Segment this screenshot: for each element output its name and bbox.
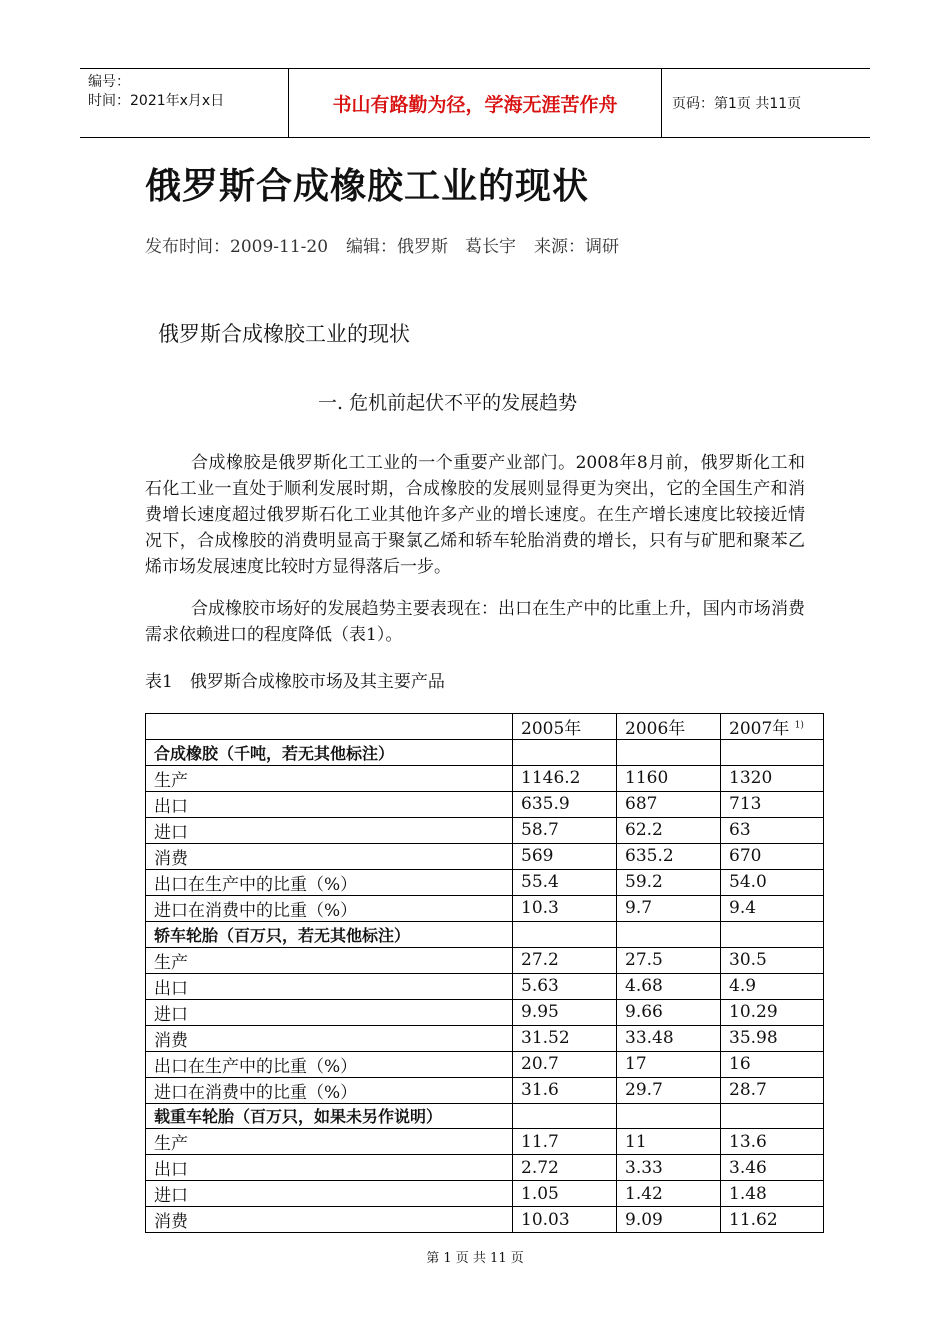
- value-cell: 1160: [617, 765, 721, 791]
- value-cell: 569: [513, 843, 617, 869]
- header-cell: [721, 714, 824, 740]
- value-cell: 3.33: [617, 1155, 721, 1181]
- value-cell: [617, 1103, 721, 1129]
- row-label-cell: 出口: [146, 973, 513, 999]
- page-info: 页码：第1页 共11页: [672, 96, 802, 112]
- value-cell: 9.66: [617, 999, 721, 1025]
- value-cell: [617, 921, 721, 947]
- table-row: [146, 1025, 824, 1051]
- value-cell: [513, 921, 617, 947]
- source: 来源：调研: [534, 237, 620, 257]
- group-heading-cell: 轿车轮胎（百万只，若无其他标注）: [146, 921, 513, 947]
- row-label-cell: 消费: [146, 843, 513, 869]
- value-cell: 31.6: [513, 1077, 617, 1103]
- row-label-cell: 生产: [146, 1129, 513, 1155]
- table-header-row: [146, 714, 824, 740]
- value-cell: 10.29: [721, 999, 824, 1025]
- value-cell: 13.6: [721, 1129, 824, 1155]
- value-cell: 11.7: [513, 1129, 617, 1155]
- value-cell: 1.48: [721, 1181, 824, 1207]
- table-row: [146, 1077, 824, 1103]
- row-label-cell: 出口: [146, 1155, 513, 1181]
- value-cell: 29.7: [617, 1077, 721, 1103]
- value-cell: 16: [721, 1051, 824, 1077]
- value-cell: 10.3: [513, 895, 617, 921]
- article-title: 俄罗斯合成橡胶工业的现状: [145, 166, 590, 207]
- table-row: [146, 843, 824, 869]
- value-cell: 11: [617, 1129, 721, 1155]
- paragraph-1: 合成橡胶是俄罗斯化工工业的一个重要产业部门。2008年8月前，俄罗斯化工和石化工业一直处于顺利发展时期，合成橡胶的发展则显得更为突出，它的全国生产和消费增长速度超过俄罗斯石化工业其他许多产业的增长速度。在生产增长速度比较接近情况下，合成橡胶的消费明显高于聚氯乙烯和轿车轮胎消费的增长，只有与矿肥和聚苯乙烯市场发展速度比较时方显得落后一步。: [145, 453, 805, 577]
- row-label-cell: 进口: [146, 817, 513, 843]
- table-row: [146, 1155, 824, 1181]
- value-cell: 1.42: [617, 1181, 721, 1207]
- table-row: [146, 921, 824, 947]
- editor: 编辑：俄罗斯 葛长宇: [346, 237, 517, 257]
- table-row: [146, 869, 824, 895]
- table-row: [146, 1129, 824, 1155]
- number-label: 编号：: [88, 74, 130, 90]
- value-cell: 30.5: [721, 947, 824, 973]
- section-heading: 一. 危机前起伏不平的发展趋势: [318, 392, 578, 414]
- table-row: [146, 947, 824, 973]
- value-cell: 1146.2: [513, 765, 617, 791]
- value-cell: 635.9: [513, 791, 617, 817]
- row-label-cell: 消费: [146, 1025, 513, 1051]
- row-label-cell: 出口: [146, 791, 513, 817]
- value-cell: 713: [721, 791, 824, 817]
- value-cell: 11.62: [721, 1207, 824, 1233]
- row-label-cell: 消费: [146, 1207, 513, 1233]
- table-row: [146, 740, 824, 766]
- table-row: [146, 999, 824, 1025]
- publish-time: 发布时间：2009-11-20: [145, 237, 329, 257]
- page-footer: 第 1 页 共 11 页: [426, 1251, 524, 1266]
- header-cell: [146, 714, 513, 740]
- value-cell: 27.5: [617, 947, 721, 973]
- value-cell: 635.2: [617, 843, 721, 869]
- value-cell: [721, 740, 824, 766]
- value-cell: 17: [617, 1051, 721, 1077]
- table-row: [146, 895, 824, 921]
- value-cell: 54.0: [721, 869, 824, 895]
- row-label-cell: 进口: [146, 999, 513, 1025]
- table-row: [146, 765, 824, 791]
- header-cell: 2005年: [513, 714, 617, 740]
- row-label-cell: 进口在消费中的比重（%）: [146, 1077, 513, 1103]
- value-cell: 31.52: [513, 1025, 617, 1051]
- table-row: [146, 1181, 824, 1207]
- header-cell: 2006年: [617, 714, 721, 740]
- value-cell: 9.4: [721, 895, 824, 921]
- value-cell: 1.05: [513, 1181, 617, 1207]
- table-caption: 表1 俄罗斯合成橡胶市场及其主要产品: [145, 672, 445, 692]
- table-row: [146, 1103, 824, 1129]
- table-row: [146, 973, 824, 999]
- row-label-cell: 生产: [146, 765, 513, 791]
- value-cell: 9.95: [513, 999, 617, 1025]
- data-table-body: [146, 714, 824, 1233]
- header-cell-text: 2007年: [729, 719, 790, 739]
- paragraph-2: 合成橡胶市场好的发展趋势主要表现在：出口在生产中的比重上升，国内市场消费需求依赖进口的程度降低（表1）。: [145, 599, 805, 645]
- table-row: [146, 1207, 824, 1233]
- value-cell: 3.46: [721, 1155, 824, 1181]
- header-left-cell: [80, 69, 288, 137]
- value-cell: [721, 1103, 824, 1129]
- value-cell: 35.98: [721, 1025, 824, 1051]
- value-cell: [513, 740, 617, 766]
- value-cell: 33.48: [617, 1025, 721, 1051]
- row-label-cell: 出口在生产中的比重（%）: [146, 1051, 513, 1077]
- value-cell: 58.7: [513, 817, 617, 843]
- data-table: [145, 713, 824, 1233]
- value-cell: [513, 1103, 617, 1129]
- group-heading-cell: 载重车轮胎（百万只，如果未另作说明）: [146, 1103, 513, 1129]
- value-cell: 27.2: [513, 947, 617, 973]
- value-cell: 63: [721, 817, 824, 843]
- table-row: [146, 1051, 824, 1077]
- value-cell: 5.63: [513, 973, 617, 999]
- table-row: [146, 817, 824, 843]
- row-label-cell: 进口: [146, 1181, 513, 1207]
- value-cell: 59.2: [617, 869, 721, 895]
- value-cell: 687: [617, 791, 721, 817]
- value-cell: 9.7: [617, 895, 721, 921]
- table-row: [146, 791, 824, 817]
- group-heading-cell: 合成橡胶（千吨，若无其他标注）: [146, 740, 513, 766]
- row-label-cell: 进口在消费中的比重（%）: [146, 895, 513, 921]
- document-header: [80, 68, 870, 138]
- value-cell: 28.7: [721, 1077, 824, 1103]
- date-label: 时间：2021年x月x日: [88, 93, 225, 109]
- value-cell: 55.4: [513, 869, 617, 895]
- footnote-marker: 1): [794, 720, 804, 731]
- value-cell: 670: [721, 843, 824, 869]
- value-cell: 9.09: [617, 1207, 721, 1233]
- row-label-cell: 出口在生产中的比重（%）: [146, 869, 513, 895]
- value-cell: 20.7: [513, 1051, 617, 1077]
- value-cell: 62.2: [617, 817, 721, 843]
- article-subtitle: 俄罗斯合成橡胶工业的现状: [158, 322, 410, 346]
- value-cell: 4.9: [721, 973, 824, 999]
- value-cell: 2.72: [513, 1155, 617, 1181]
- value-cell: 1320: [721, 765, 824, 791]
- value-cell: [617, 740, 721, 766]
- value-cell: 10.03: [513, 1207, 617, 1233]
- row-label-cell: 生产: [146, 947, 513, 973]
- value-cell: 4.68: [617, 973, 721, 999]
- value-cell: [721, 921, 824, 947]
- article-meta: [145, 232, 637, 257]
- motto: 书山有路勤为径，学海无涯苦作舟: [288, 69, 662, 137]
